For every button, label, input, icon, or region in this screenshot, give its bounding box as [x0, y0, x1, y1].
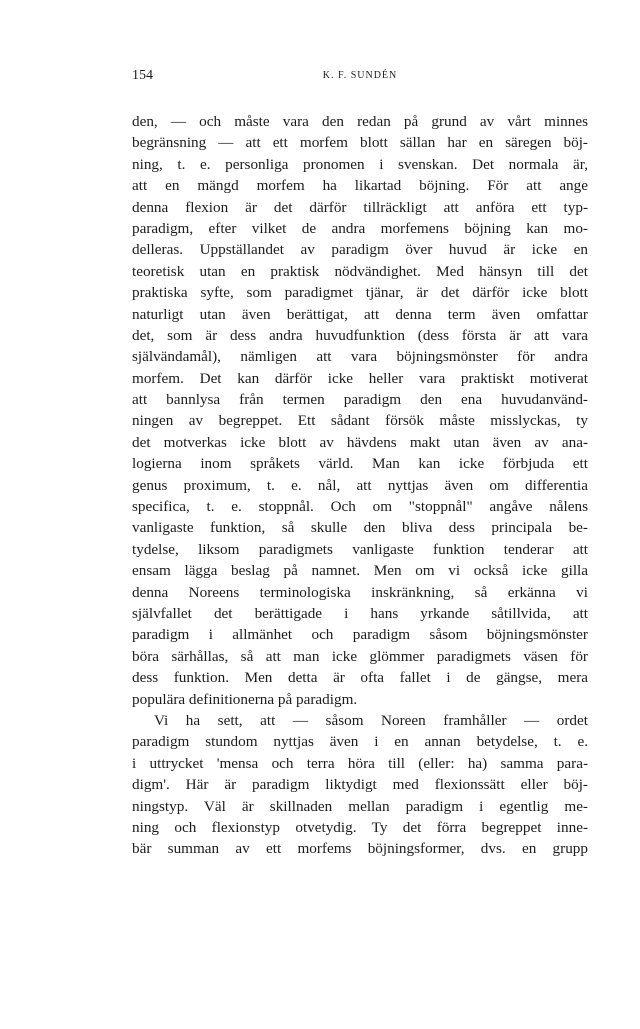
text-line: naturligt utan även berättigat, att denna term även omfattar [132, 305, 588, 323]
body-text [132, 111, 588, 860]
text-line: självändamål), nämligen att vara böjningsmönster för andra [132, 348, 588, 366]
text-line: ensam lägga beslag på namnet. Men om vi också icke gilla [132, 562, 588, 580]
text-line: denna Noreens terminologiska inskränkning, så erkänna vi [132, 583, 588, 601]
text-line: paradigm, efter vilket de andra morfemens böjning kan mo- [132, 219, 588, 237]
text-line: logierna inom språkets värld. Man kan icke förbjuda ett [132, 455, 588, 473]
text-line: ning, t. e. personliga pronomen i svenskan. Det normala är, [132, 155, 588, 173]
text-line: specifica, t. e. stoppnål. Och om "stoppnål" angåve nålens [132, 498, 588, 516]
text-line: det, som är dess andra huvudfunktion (dess första är att vara [132, 326, 588, 344]
paragraph-start-line: Vi ha sett, att — såsom Noreen framhåller — ordet [154, 711, 588, 729]
text-line: delleras. Uppställandet av paradigm över huvud är icke en [132, 241, 588, 259]
page-header [132, 66, 588, 86]
text-line: digm'. Här är paradigm liktydigt med flexionssätt eller böj- [132, 776, 588, 794]
text-line: ningstyp. Väl är skillnaden mellan paradigm i egentlig me- [132, 797, 588, 815]
text-line: tydelse, liksom paradigmets vanligaste funktion tenderar att [132, 540, 588, 558]
paragraph-end-line: populära definitionerna på paradigm. [132, 690, 358, 708]
text-line: morfem. Det kan därför icke heller vara praktiskt motiverat [132, 369, 588, 387]
text-line: ningen av begreppet. Ett sådant försök måste misslyckas, ty [132, 412, 588, 430]
text-line: i uttrycket 'mensa och terra höra till (eller: ha) samma para- [132, 754, 588, 772]
text-line: att en mängd morfem ha likartad böjning. För att ange [132, 177, 588, 195]
text-line: paradigm i allmänhet och paradigm såsom böjningsmönster [132, 626, 588, 644]
text-line: självfallet det berättigade i hans yrkande såtillvida, att [132, 604, 588, 622]
text-line: genus proximum, t. e. nål, att nyttjas även om differentia [132, 476, 588, 494]
text-line: vanligaste funktion, så skulle den bliva dess principala be- [132, 519, 588, 537]
running-head: K. F. SUNDÉN [322, 70, 398, 81]
text-line: begränsning — att ett morfem blott sällan har en säregen böj- [132, 134, 588, 152]
page-number: 154 [132, 68, 153, 83]
text-line: denna flexion är det därför tillräckligt att anföra ett typ- [132, 198, 588, 216]
text-line: paradigm stundom nyttjas även i en annan betydelse, t. e. [132, 733, 588, 751]
text-line: dess funktion. Men detta är ofta fallet i de gängse, mera [132, 669, 588, 687]
text-line: den, — och måste vara den redan på grund av vårt minnes [132, 113, 588, 130]
text-line: böra särhållas, så att man icke glömmer paradigmets väsen för [132, 647, 588, 665]
text-line: bär summan av ett morfems böjningsformer, dvs. en grupp [132, 840, 588, 858]
text-line: teoretisk utan en praktisk nödvändighet. Med hänsyn till det [132, 262, 588, 280]
text-line: ning och flexionstyp otvetydig. Ty det förra begreppet inne- [132, 818, 588, 836]
text-line: det motverkas icke blott av hävdens makt utan även av ana- [132, 433, 588, 451]
text-line: att bannlysa från termen paradigm den ena huvudanvänd- [132, 391, 588, 409]
text-line: praktiska syfte, som paradigmet tjänar, är det därför icke blott [132, 284, 588, 302]
